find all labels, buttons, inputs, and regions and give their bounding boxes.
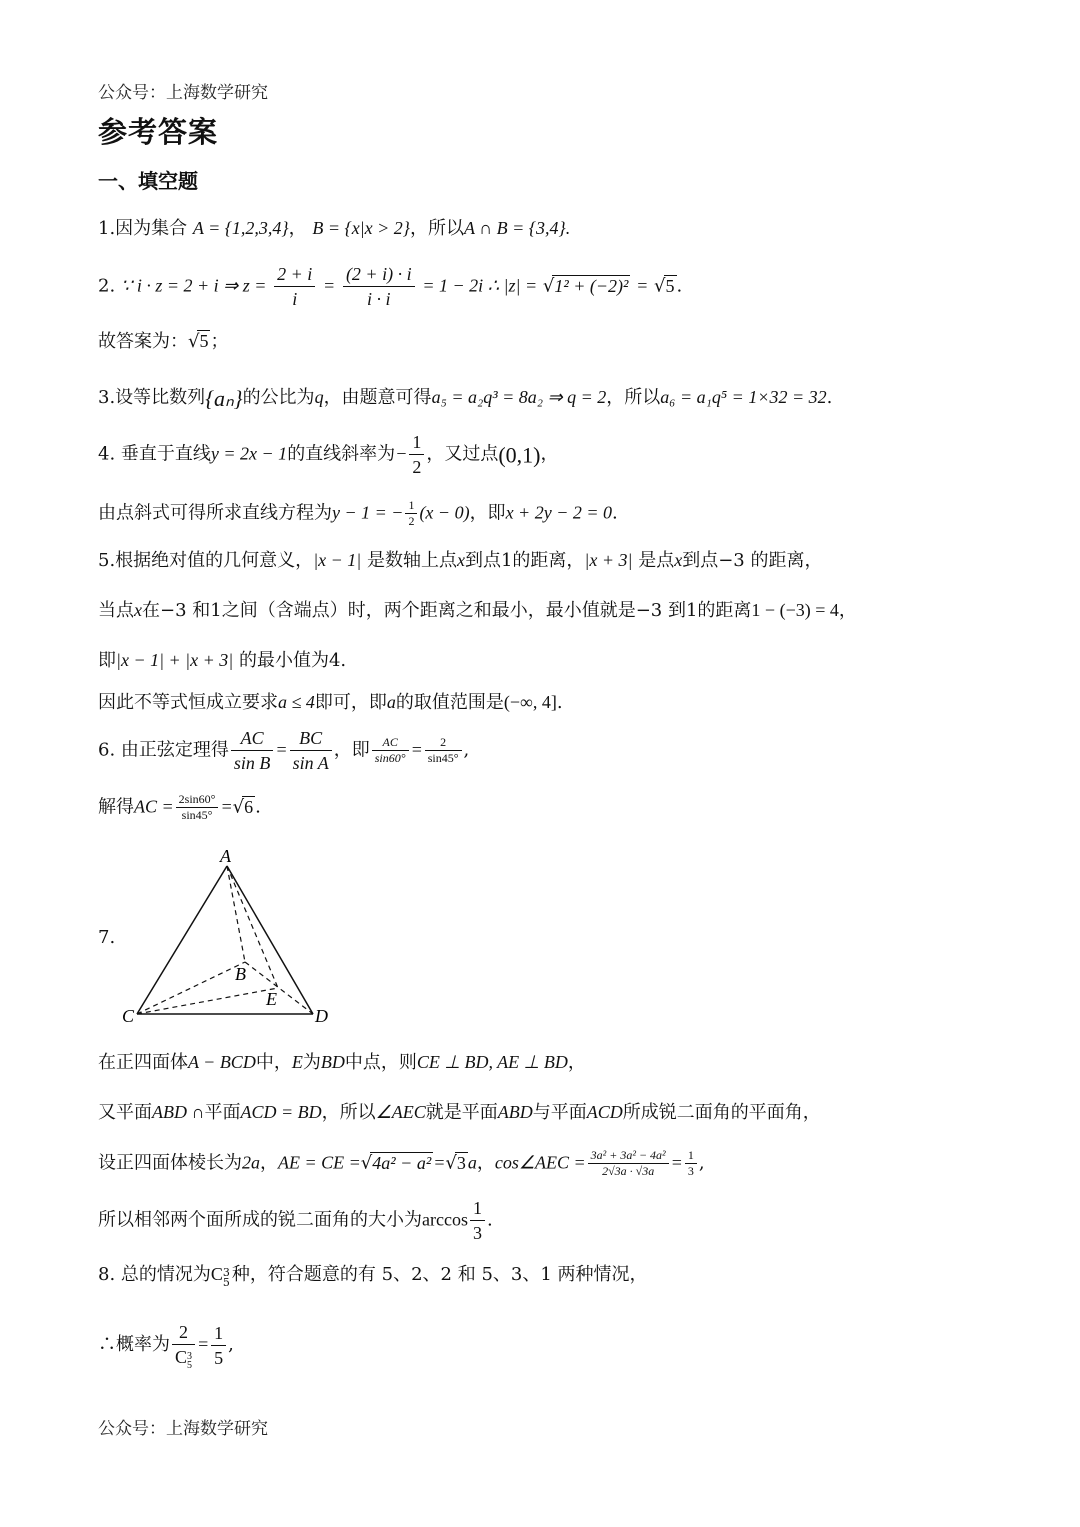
section-heading: 一、填空题 [98, 169, 198, 193]
q4-l2-text-1: 由点斜式可得所求直线方程为 [98, 502, 332, 524]
q8-l2-text: ∴概率为 [98, 1334, 170, 1355]
q7-l4-fraction [470, 1196, 485, 1245]
q3-text-4: ，所以 [606, 387, 661, 408]
answer-6-line-2 [98, 792, 261, 823]
q8-text-2: 种，符合题意的有 5、2、2 和 5、3、1 两种情况， [231, 1264, 648, 1285]
sqrt-icon: √ [188, 331, 200, 352]
q5-l1-text-2: 是数轴上点 [361, 550, 457, 571]
q5-l4-expr: a ≤ 4 [278, 692, 315, 712]
q7-l3-text-2: ， [260, 1152, 278, 1174]
q5-l2-text-1: 当点 [98, 600, 134, 621]
q6-f3-den: sin60° [374, 751, 406, 765]
q2-answer-label: 故答案为： [98, 331, 188, 352]
q7-l4-f-den: 3 [472, 1223, 482, 1243]
q4-l2-expr-2: (x − 0) [419, 502, 470, 523]
q7-l3-fraction [588, 1148, 669, 1179]
q7-l2-text-3: ，所以 [321, 1102, 376, 1123]
q2-sqrt-result: 5 [665, 275, 675, 296]
q8-l2-den-sup: 3 [187, 1351, 193, 1362]
q6-text-1: 6. 由正弦定理得 [98, 739, 229, 761]
q8-l2-f-den-c: C [175, 1347, 188, 1367]
q5-l2-text-2: 在−3 和1之间（含端点）时，两个距离之和最小，最小值就是−3 到1的距离 [142, 600, 752, 621]
sqrt-icon: √ [542, 275, 555, 297]
q3-end: . [826, 387, 833, 408]
q7-l2-text-2: 平面 [204, 1102, 241, 1123]
q7-l4-end: . [486, 1209, 493, 1231]
vertex-label-c: C [122, 1006, 135, 1026]
sqrt-icon: √ [654, 275, 666, 297]
answer-7-line-3 [98, 1148, 705, 1179]
q7-l3-f2-den: 3 [687, 1164, 694, 1178]
q8-text-1: 8. 总的情况为 [98, 1264, 211, 1285]
q5-l3-expr: |x − 1| + |x + 3| [116, 650, 234, 670]
q2-answer-end: ； [210, 331, 229, 352]
answer-5-line-4 [98, 690, 563, 715]
q7-l2-angle: ∠AEC [375, 1102, 426, 1122]
q6-f3-num: AC [372, 735, 409, 751]
q5-l1-abs-2: |x + 3| [584, 550, 633, 570]
q4-l2-f-den: 2 [408, 514, 415, 528]
q2-answer-value: 5 [199, 331, 209, 351]
q5-l1-x-2: x [674, 550, 683, 570]
q8-l2-f2-num: 1 [211, 1321, 226, 1346]
q8-comb: C [210, 1264, 223, 1284]
q2-end: . [676, 275, 683, 297]
q4-l2-end: . [611, 502, 618, 524]
q5-l4-text-1: 因此不等式恒成立要求 [98, 692, 278, 713]
q2-expr-3: = [636, 275, 649, 296]
q1-result: A ∩ B = {3,4}. [464, 218, 571, 238]
q5-l1-text-3: 到点1的距离， [464, 550, 585, 571]
q7-l2-abd: ABD ∩ [152, 1102, 205, 1122]
q7-l1-end: ， [567, 1052, 586, 1073]
q7-l3-f-den: 2√3a · √3a [602, 1164, 655, 1178]
q7-l3-sqrt: 4a² − a² [372, 1152, 432, 1173]
q4-l2-expr: y − 1 = − [332, 502, 404, 523]
q6-fraction-2 [290, 726, 332, 775]
q7-l1-text-4: 中点，则 [344, 1052, 417, 1073]
q5-l4-a: a [386, 692, 396, 712]
q8-l2-fraction-2 [211, 1321, 226, 1370]
q5-l3-text-2: 的最小值为4. [233, 650, 347, 671]
q8-l2-end: , [228, 1334, 234, 1355]
q8-l2-eq: = [197, 1334, 210, 1354]
sqrt-icon: √ [232, 796, 245, 818]
q6-eq: = [275, 739, 288, 760]
answer-1 [98, 216, 570, 241]
q5-l3-text-1: 即 [98, 650, 116, 671]
q4-text-1: 4. 垂直于直线 [98, 443, 211, 465]
q7-l3-sqrt-2: 3 [456, 1152, 466, 1173]
page-footer: 公众号：上海数学研究 [98, 1419, 268, 1439]
q6-f2-den: sin A [292, 753, 329, 773]
q2-f1-den: i [292, 289, 298, 309]
q2-label: 2. [98, 275, 116, 297]
answer-7-line-2 [98, 1100, 821, 1125]
q1-text: 1.因为集合 [98, 218, 188, 239]
q8-comb-sub: 5 [222, 1276, 230, 1289]
q8-l2-den-sub: 5 [187, 1360, 193, 1371]
q2-sqrt-content: 1² + (−2)² [554, 275, 629, 296]
q8-l2-den-indices [187, 1352, 192, 1370]
q4-l2-expr-3: x + 2y − 2 = 0 [505, 502, 612, 523]
q5-l2-end: ， [838, 600, 857, 621]
q4-text-4: ， [540, 443, 559, 465]
q6-l2-f-num: 2sin60° [176, 792, 219, 808]
answer-7-line-4 [98, 1196, 493, 1245]
edge-ce [137, 988, 278, 1014]
answer-4-line-2 [98, 498, 618, 529]
q7-l1-text-1: 在正四面体 [98, 1052, 188, 1073]
q8-l2-f-den [172, 1345, 195, 1370]
answer-8-line-1 [98, 1262, 648, 1288]
q4-f-num: 1 [409, 430, 424, 455]
q5-l1-x: x [456, 550, 465, 570]
q3-ratio: q [314, 387, 324, 407]
q7-l3-eq: = [433, 1152, 446, 1173]
q4-minus: − [395, 443, 408, 464]
q2-f1-num: 2 + i [274, 262, 315, 287]
page-header: 公众号：上海数学研究 [98, 83, 268, 103]
answer-4 [98, 430, 559, 479]
q8-comb-sup: 3 [222, 1266, 230, 1279]
q6-text-2: ，即 [333, 739, 370, 761]
q4-point: (0,1) [498, 442, 541, 468]
q6-text-3: , [463, 739, 470, 761]
q5-l2-x: x [134, 600, 142, 620]
q7-l1-expr: A − BCD [188, 1052, 256, 1072]
q6-fraction-4 [425, 735, 462, 766]
q5-l1-text-4: 是点 [632, 550, 675, 571]
q7-l1-e: E [291, 1052, 303, 1072]
q6-f2-num: BC [290, 726, 332, 751]
q7-l2-abd-2: ABD [497, 1102, 533, 1122]
q2-eq: = [323, 275, 336, 296]
q7-l3-end: , [698, 1152, 705, 1174]
q7-l3-eq-2: = [670, 1152, 683, 1173]
q7-l2-acd: ACD = BD [240, 1102, 322, 1122]
q3-expr-2: a₆ = a₁q⁵ = 1×32 = 32 [660, 387, 827, 407]
answer-5-line-1 [98, 548, 822, 573]
q7-l1-bd: BD [320, 1052, 345, 1072]
sqrt-icon: √ [360, 1152, 373, 1174]
q2-f2-num: (2 + i) · i [343, 262, 415, 287]
q7-l1-text-3: 为 [302, 1052, 321, 1073]
q7-l2-text-4: 就是平面 [425, 1102, 498, 1123]
q2-expr-2: = 1 − 2i ∴ |z| = [422, 275, 538, 296]
q8-comb-indices [223, 1268, 230, 1288]
q7-l3-fraction-2 [685, 1148, 697, 1179]
q7-l3-f-num: 3a² + 3a² − 4a² [588, 1148, 669, 1164]
q6-l2-text: 解得 [98, 796, 134, 818]
q1-set-b: B = {x|x > 2} [312, 218, 410, 238]
q8-l2-f2-den: 5 [214, 1347, 224, 1368]
q6-f1-num: AC [231, 726, 274, 751]
q5-l4-text-3: 的取值范围是 [395, 692, 504, 713]
answer-2 [98, 262, 682, 311]
q4-fraction [409, 430, 424, 479]
q4-text-2: 的直线斜率为 [287, 443, 396, 465]
q4-l2-fraction [405, 498, 417, 529]
q7-l2-text-6: 所成锐二面角的平面角， [622, 1102, 821, 1123]
q7-l3-expr: AE = CE = [278, 1152, 361, 1173]
q3-expr: a₅ = a₂q³ = 8a₂ ⇒ q = 2 [431, 387, 607, 407]
q7-l1-text-2: 中， [255, 1052, 292, 1073]
answer-5-line-2 [98, 598, 857, 623]
q1-set-a: A = {1,2,3,4} [192, 218, 289, 238]
vertex-label-d: D [315, 1006, 328, 1026]
vertex-label-b: B [235, 964, 246, 984]
q1-text-2: ，所以 [410, 218, 464, 239]
answer-5-line-3 [98, 648, 346, 673]
answer-3 [98, 385, 832, 411]
q7-l4-f-num: 1 [470, 1196, 485, 1221]
q5-l4-end: . [556, 692, 563, 713]
q7-l2-acd-2: ACD [586, 1102, 623, 1122]
q6-fraction-1 [231, 726, 274, 775]
q6-f4-den: sin45° [427, 751, 459, 765]
q4-text-3: ，又过点 [426, 443, 499, 465]
q4-l2-text-2: ，即 [469, 502, 506, 524]
q2-fraction-1 [274, 262, 315, 311]
q5-l1-text-1: 5.根据绝对值的几何意义， [98, 550, 314, 571]
q6-l2-fraction [176, 792, 219, 823]
q7-l4-text: 所以相邻两个面所成的锐二面角的大小为 [98, 1209, 422, 1231]
q3-text-2: 的公比为 [242, 387, 315, 408]
answer-6-line-1 [98, 726, 469, 775]
q7-l3-cos: cos∠AEC = [494, 1152, 586, 1173]
q6-l2-eq: = [220, 796, 233, 817]
q5-l2-expr: 1 − (−3) = 4 [751, 600, 839, 620]
sqrt-icon: √ [445, 1152, 457, 1174]
edge-bd [245, 962, 313, 1014]
q6-f4-num: 2 [425, 735, 462, 751]
edge-ac [137, 866, 227, 1014]
q2-f2-den: i · i [367, 289, 391, 309]
vertex-label-a: A [220, 846, 231, 866]
vertex-label-e: E [266, 989, 277, 1009]
q2-fraction-2 [343, 262, 415, 311]
tetrahedron-diagram [110, 840, 340, 1035]
q7-label: 7. [98, 927, 116, 948]
q6-l2-end: . [255, 796, 261, 818]
q7-l3-2a: 2a [242, 1152, 260, 1173]
q5-l1-text-5: 到点−3 的距离， [682, 550, 823, 571]
q1-sep: ， [288, 218, 307, 239]
q6-f1-den: sin B [233, 753, 271, 773]
q6-l2-sqrt: 6 [244, 796, 254, 817]
q7-l4-arccos: arccos [422, 1209, 468, 1230]
q7-l3-text-1: 设正四面体棱长为 [98, 1152, 242, 1174]
q7-l3-a: a [467, 1152, 477, 1173]
q7-l3-f2-num: 1 [685, 1148, 697, 1164]
answer-7-line-1 [98, 1050, 586, 1075]
q6-fraction-3 [372, 735, 409, 766]
q5-l4-range: (−∞, 4] [503, 692, 557, 712]
q5-l1-abs-1: |x − 1| [313, 550, 362, 570]
q6-l2-ac: AC = [134, 796, 174, 817]
q3-text-3: ，由题意可得 [323, 387, 432, 408]
q7-l2-text-1: 又平面 [98, 1102, 152, 1123]
answer-8-line-2 [98, 1320, 234, 1370]
q8-l2-fraction [172, 1320, 195, 1370]
q6-l2-f-den: sin45° [181, 808, 213, 822]
q4-line-eq: y = 2x − 1 [210, 443, 288, 464]
answer-2-final [98, 330, 228, 354]
q4-f-den: 2 [412, 457, 422, 477]
page-title: 参考答案 [98, 115, 219, 149]
q4-l2-f-num: 1 [405, 498, 417, 514]
q2-expr-1: ∵ i · z = 2 + i ⇒ z = [120, 275, 267, 296]
q8-l2-f-num: 2 [172, 1320, 195, 1345]
q3-sequence: {aₙ} [205, 386, 243, 411]
q7-l2-text-5: 与平面 [532, 1102, 587, 1123]
q5-l4-text-2: 即可，即 [314, 692, 387, 713]
q7-l1-expr-2: CE ⊥ BD, AE ⊥ BD [416, 1052, 568, 1072]
q7-l3-text-3: ， [476, 1152, 495, 1174]
q3-text-1: 3.设等比数列 [98, 387, 206, 408]
q6-eq-2: = [410, 739, 423, 760]
